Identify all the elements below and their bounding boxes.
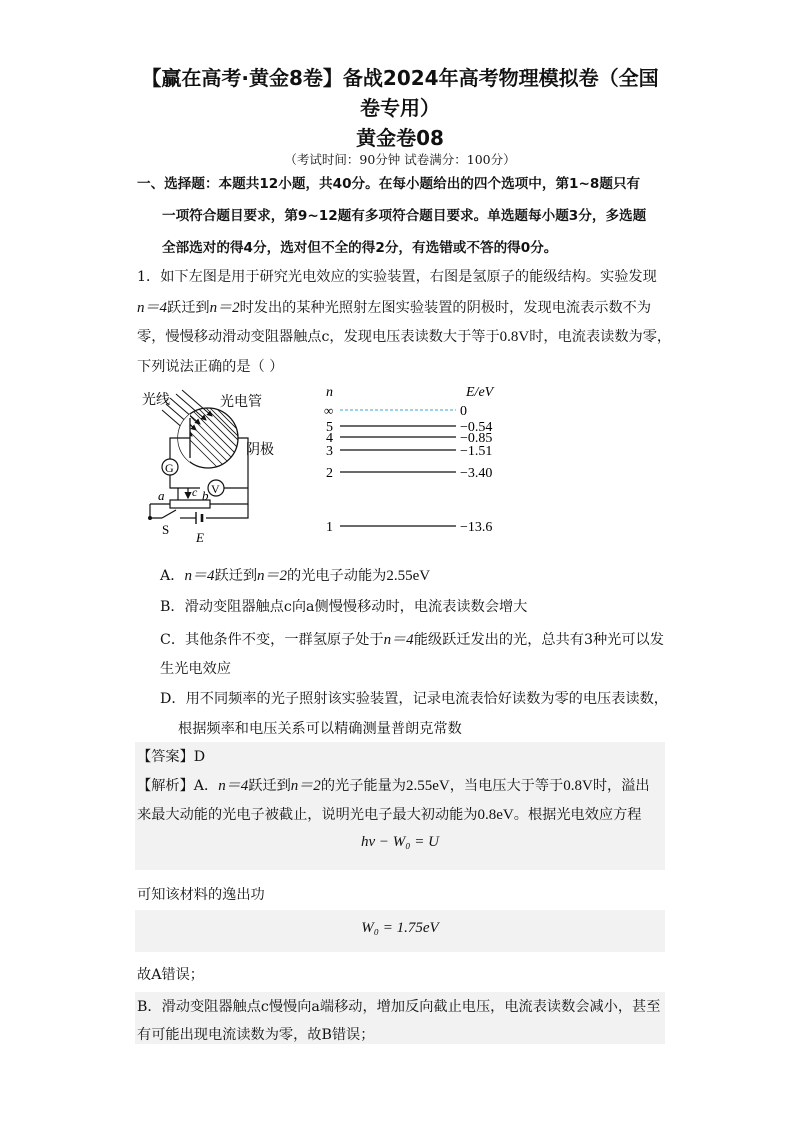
- option-a-text1: 跃迁到: [214, 568, 258, 584]
- analysis-photon-energy: 2.55eV: [405, 778, 450, 794]
- analysis-b-line1: B．滑动变阻器触点c慢慢向a端移动，增加反向截止电压，电流表读数会减小，甚至: [137, 999, 661, 1015]
- n-axis-label: n: [326, 385, 333, 400]
- analysis-b-line2: 有可能出现电流读数为零，故B错误；: [137, 1027, 375, 1043]
- analysis-n4: n＝4: [218, 778, 249, 794]
- rheostat-label-b: b: [202, 488, 209, 503]
- q1-line4: 下列说法正确的是（ ）: [137, 359, 284, 375]
- analysis-line2: [137, 804, 641, 824]
- option-c-text: 能级跃迁发出的光，总共有3种光可以发: [413, 632, 664, 648]
- energy-levels: [326, 404, 492, 535]
- q1-n4: n＝4: [137, 300, 168, 316]
- phototube-label: 光电管: [220, 395, 262, 410]
- option-a-n2: n＝2: [257, 568, 288, 584]
- section1-line3: 全部选对的得4分，选对但不全的得2分，有选错或不答的得0分。: [162, 240, 558, 256]
- analysis-a-prefix: A．: [193, 778, 219, 794]
- analysis-voltage: 0.8V: [563, 778, 593, 794]
- q1-line3: [137, 326, 671, 346]
- section1-line1: 一、选择题：本题共12小题，共40分。在每小题给出的四个选项中，第1~8题只有: [137, 176, 641, 192]
- analysis-text2: 的光子能量为: [320, 778, 406, 794]
- energy-level-e-label: −3.40: [460, 466, 493, 481]
- option-a-text2: 的光电子动能为: [287, 568, 387, 584]
- cathode-label: 阴极: [246, 443, 274, 458]
- page-title-line2: 卷专用）: [360, 96, 440, 120]
- q1-line3-a: 零，慢慢移动滑动变阻器触点c，发现电压表读数大于等于: [137, 329, 500, 345]
- infinity-label: ∞: [324, 403, 334, 418]
- energy-level-e-label: 0: [460, 404, 467, 419]
- energy-level-n-label: 5: [326, 420, 333, 435]
- option-a-n4: n＝4: [184, 568, 215, 584]
- analysis-line1: [137, 774, 650, 795]
- energy-level-n-label: 3: [326, 444, 333, 459]
- energy-level-diagram: [318, 382, 518, 542]
- energy-level-n-label: 1: [326, 520, 333, 535]
- exam-info: （考试时间：90分钟 试卷满分：100分）: [284, 152, 516, 167]
- energy-level-e-label: −1.51: [460, 444, 493, 459]
- switch-label: S: [162, 522, 170, 537]
- rheostat-label-a: a: [158, 488, 165, 503]
- analysis-line2-a: 来最大动能的光电子被截止，说明光电子最大初动能为: [137, 807, 478, 823]
- energy-level-e-label: −0.54: [460, 420, 493, 435]
- option-b[interactable]: B．滑动变阻器触点c向a侧慢慢移动时，电流表读数会增大: [160, 599, 528, 615]
- work-function-equation: W₀ = 1.75eV: [361, 920, 439, 936]
- analysis-max-ke: 0.8eV: [477, 807, 514, 823]
- q1-line3-b: 时，电流表读数为零，: [529, 329, 672, 345]
- energy-level-n-label: 4: [326, 431, 333, 446]
- option-c[interactable]: [160, 628, 664, 649]
- q1-text-a: 跃迁到: [167, 300, 210, 316]
- analysis-line4: 故A错误；: [137, 967, 204, 983]
- option-c-n4: n＝4: [383, 632, 414, 648]
- answer-label: 【答案】D: [137, 749, 206, 765]
- option-a-value: 2.55eV: [386, 568, 431, 584]
- energy-level-e-label: −0.85: [460, 431, 493, 446]
- q1-line2: [137, 296, 651, 317]
- option-a-prefix: A．: [160, 568, 185, 584]
- energy-axis-label: E/eV: [466, 385, 494, 400]
- option-c-prefix: C．其他条件不变，一群氢原子处于: [160, 632, 384, 648]
- q1-text-b: 时发出的某种光照射左图实验装置的阴极时，发现电流表示数不为: [239, 300, 652, 316]
- analysis-text4: 时，溢出: [592, 778, 650, 794]
- q1-n2: n＝2: [209, 300, 240, 316]
- galvanometer-label: G: [165, 461, 174, 475]
- analysis-text3: ，当电压大于等于: [449, 778, 564, 794]
- slider-label-c: c: [192, 485, 198, 499]
- analysis-n2: n＝2: [290, 778, 321, 794]
- analysis-text1: 跃迁到: [248, 778, 291, 794]
- option-c-line2: 生光电效应: [160, 661, 231, 677]
- analysis-label: 【解析】: [137, 778, 194, 794]
- voltmeter-label: V: [211, 482, 220, 496]
- energy-level-e-label: −13.6: [460, 520, 493, 535]
- page-title-line3: 黄金卷08: [356, 126, 444, 150]
- light-label: 光线: [142, 393, 170, 408]
- option-a[interactable]: [160, 564, 430, 585]
- section1-line2: 一项符合题目要求，第9~12题有多项符合题目要求。单选题每小题3分，多选题: [162, 208, 647, 224]
- page-title-line1: 【赢在高考·黄金8卷】备战2024年高考物理模拟卷（全国: [141, 66, 659, 90]
- analysis-line2-b: 。根据光电效应方程: [513, 807, 642, 823]
- option-d[interactable]: D．用不同频率的光子照射该实验装置，记录电流表恰好读数为零的电压表读数，: [160, 691, 668, 707]
- analysis-line3: 可知该材料的逸出功: [137, 887, 265, 903]
- energy-level-n-label: 2: [326, 466, 333, 481]
- option-d-line2: 根据频率和电压关系可以精确测量普朗克常数: [178, 721, 462, 737]
- battery-label: E: [196, 530, 204, 545]
- q1-voltage: 0.8V: [499, 329, 530, 345]
- q1-line1: 1．如下左图是用于研究光电效应的实验装置，右图是氢原子的能级结构。实验发现: [137, 269, 657, 285]
- photoelectric-apparatus-figure: [140, 382, 300, 547]
- photoelectric-equation: hν − W₀ = U: [361, 834, 439, 850]
